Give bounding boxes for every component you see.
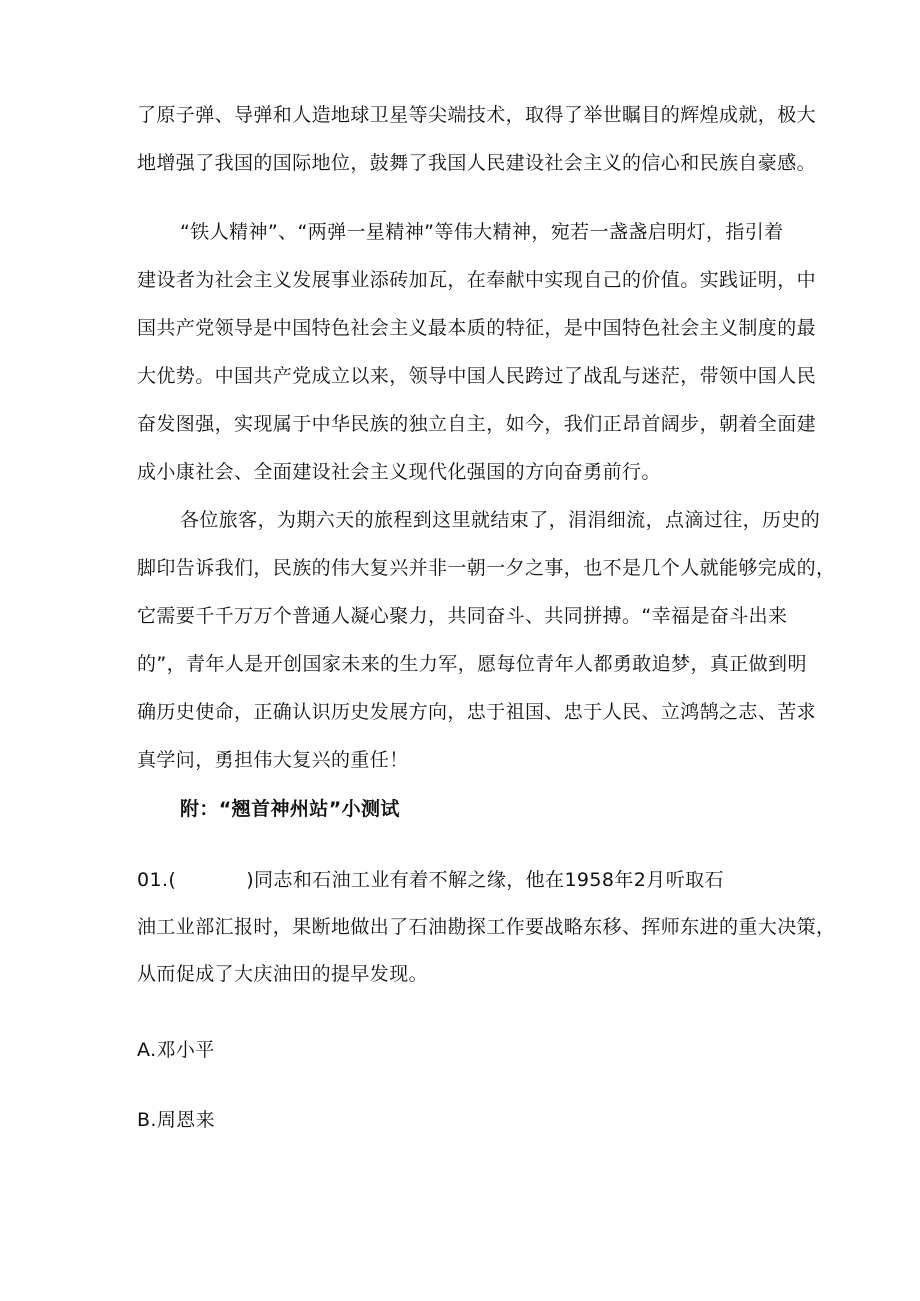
question-line: 从而促成了大庆油田的提早发现。: [137, 963, 429, 985]
paragraph-line: 成小康社会、全面建设社会主义现代化强国的方向奋勇前行。: [137, 461, 661, 483]
paragraph-line: 奋发图强，实现属于中华民族的独立自主，如今，我们正昂首阔步，朝着全面建: [137, 413, 817, 435]
paragraph-line: 各位旅客，为期六天的旅程到这里就结束了，涓涓细流，点滴过往，历史的: [180, 509, 821, 531]
paragraph-line: 的”，青年人是开创国家未来的生力军，愿每位青年人都勇敢追梦，真正做到明: [137, 653, 807, 675]
option-b: B.周恩来: [137, 1109, 216, 1131]
quiz-heading: 附：“翘首神州站”小测试: [180, 798, 400, 820]
paragraph-line: 国共产党领导是中国特色社会主义最本质的特征，是中国特色社会主义制度的最: [137, 317, 817, 339]
question-line: 油工业部汇报时，果断地做出了石油勘探工作要战略东移、挥师东进的重大决策，: [137, 916, 836, 938]
paragraph-line: 了原子弹、导弹和人造地球卫星等尖端技术，取得了举世瞩目的辉煌成就，极大: [137, 104, 817, 126]
paragraph-line: 确历史使命，正确认识历史发展方向，忠于祖国、忠于人民、立鸿鹄之志、苦求: [137, 701, 817, 723]
paragraph-line: 脚印告诉我们，民族的伟大复兴并非一朝一夕之事，也不是几个人就能够完成的，: [137, 557, 836, 579]
paragraph-line: 大优势。中国共产党成立以来，领导中国人民跨过了战乱与迷茫，带领中国人民: [137, 365, 817, 387]
paragraph-line: “铁人精神”、“两弹一星精神”等伟大精神，宛若一盏盏启明灯，指引着: [180, 221, 784, 243]
question-number: 01.(: [137, 869, 177, 891]
paragraph-line: 地增强了我国的国际地位，鼓舞了我国人民建设社会主义的信心和民族自豪感。: [137, 152, 817, 174]
option-a: A.邓小平: [137, 1039, 215, 1061]
paragraph-line: 真学问，勇担伟大复兴的重任！: [137, 749, 409, 771]
question-text: )同志和石油工业有着不解之缘，他在1958年2月听取石: [246, 869, 724, 891]
paragraph-line: 它需要千千万万个普通人凝心聚力，共同奋斗、共同拼搏。“幸福是奋斗出来: [137, 605, 788, 627]
question-stem: [137, 868, 724, 892]
paragraph-line: 建设者为社会主义发展事业添砖加瓦，在奉献中实现自己的价值。实践证明，中: [137, 269, 817, 291]
